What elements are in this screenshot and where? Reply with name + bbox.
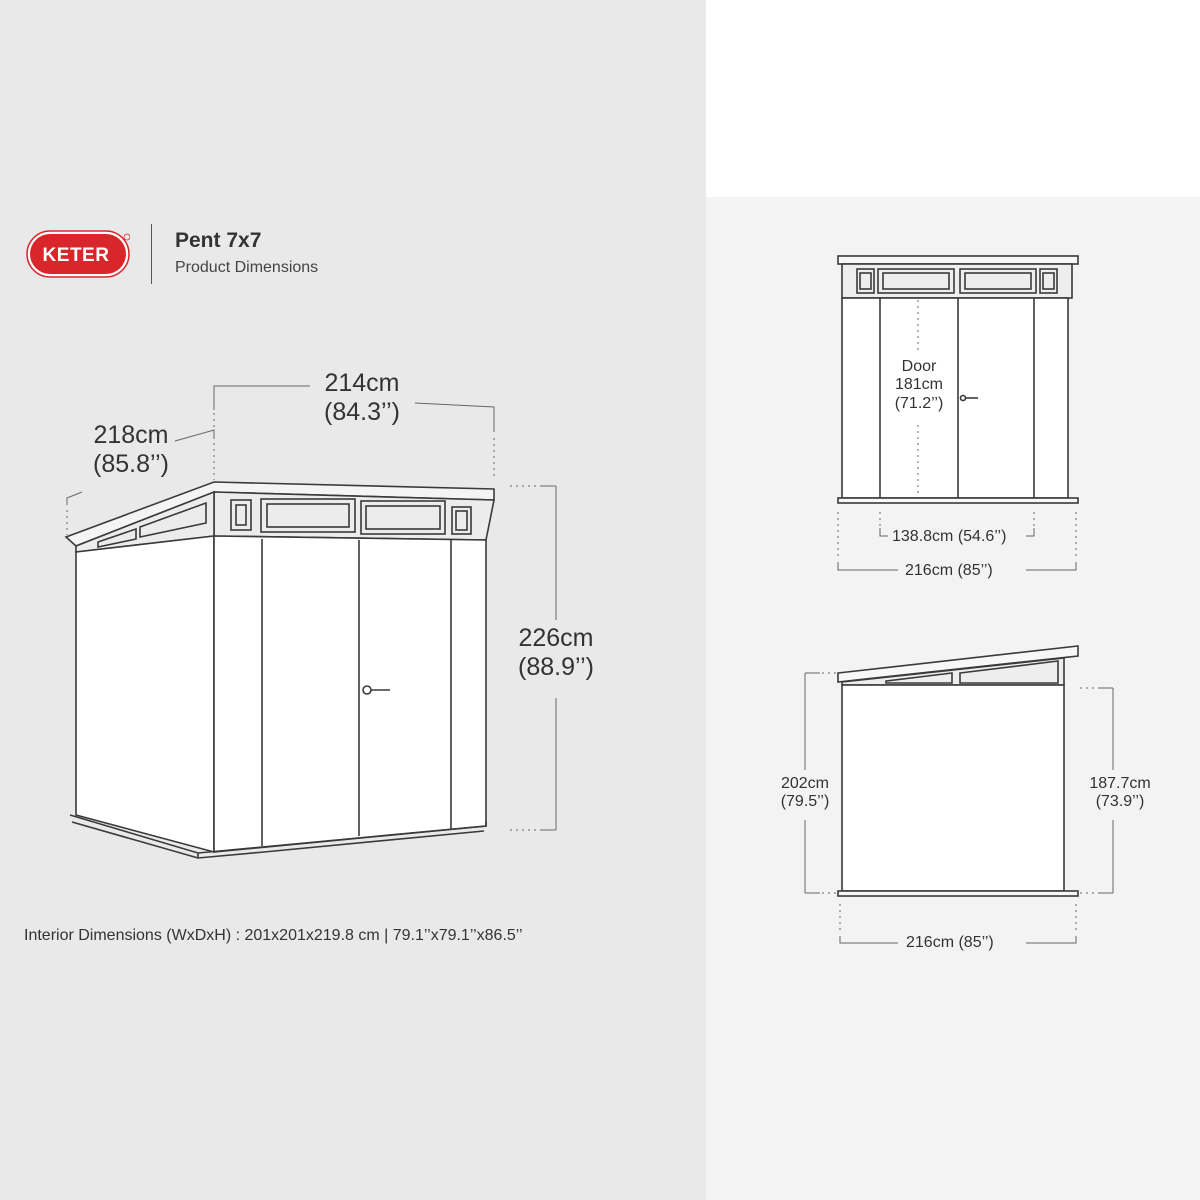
back-height-cm: 187.7cm bbox=[1089, 775, 1151, 792]
front-view-drawing bbox=[838, 256, 1078, 503]
side-depth-label: 216cm (85’’) bbox=[906, 934, 994, 951]
front-width-label: 216cm (85’’) bbox=[905, 562, 993, 579]
door-height-cm: 181cm bbox=[894, 376, 944, 394]
perspective-shed-drawing bbox=[66, 482, 494, 858]
depth-in: (85.8’’) bbox=[93, 449, 169, 478]
back-height-label bbox=[1082, 775, 1158, 812]
depth-label bbox=[86, 421, 176, 479]
door-height-in: (71.2’’) bbox=[894, 394, 944, 412]
depth-cm: 218cm bbox=[93, 421, 169, 449]
front-height-cm: 202cm bbox=[780, 775, 830, 792]
width-in: (84.3’’) bbox=[324, 397, 400, 426]
svg-text:KETER: KETER bbox=[42, 245, 110, 266]
product-title: Pent 7x7 bbox=[175, 229, 262, 252]
door-label bbox=[884, 358, 954, 413]
back-height-in: (73.9’’) bbox=[1095, 793, 1145, 811]
width-cm: 214cm bbox=[324, 369, 400, 397]
front-height-label bbox=[770, 775, 840, 812]
door-title: Door bbox=[901, 358, 937, 375]
height-label bbox=[511, 624, 601, 682]
door-width-label: 138.8cm (54.6’’) bbox=[892, 528, 1007, 545]
side-view-drawing bbox=[838, 646, 1078, 896]
height-cm: 226cm bbox=[518, 624, 594, 652]
product-subtitle: Product Dimensions bbox=[175, 259, 319, 276]
width-label bbox=[318, 369, 406, 427]
interior-dimensions: Interior Dimensions (WxDxH) : 201x201x219.8 cm | 79.1’’x79.1’’x86.5’’ bbox=[24, 927, 523, 944]
height-in: (88.9’’) bbox=[518, 652, 594, 681]
front-height-in: (79.5’’) bbox=[780, 793, 830, 811]
